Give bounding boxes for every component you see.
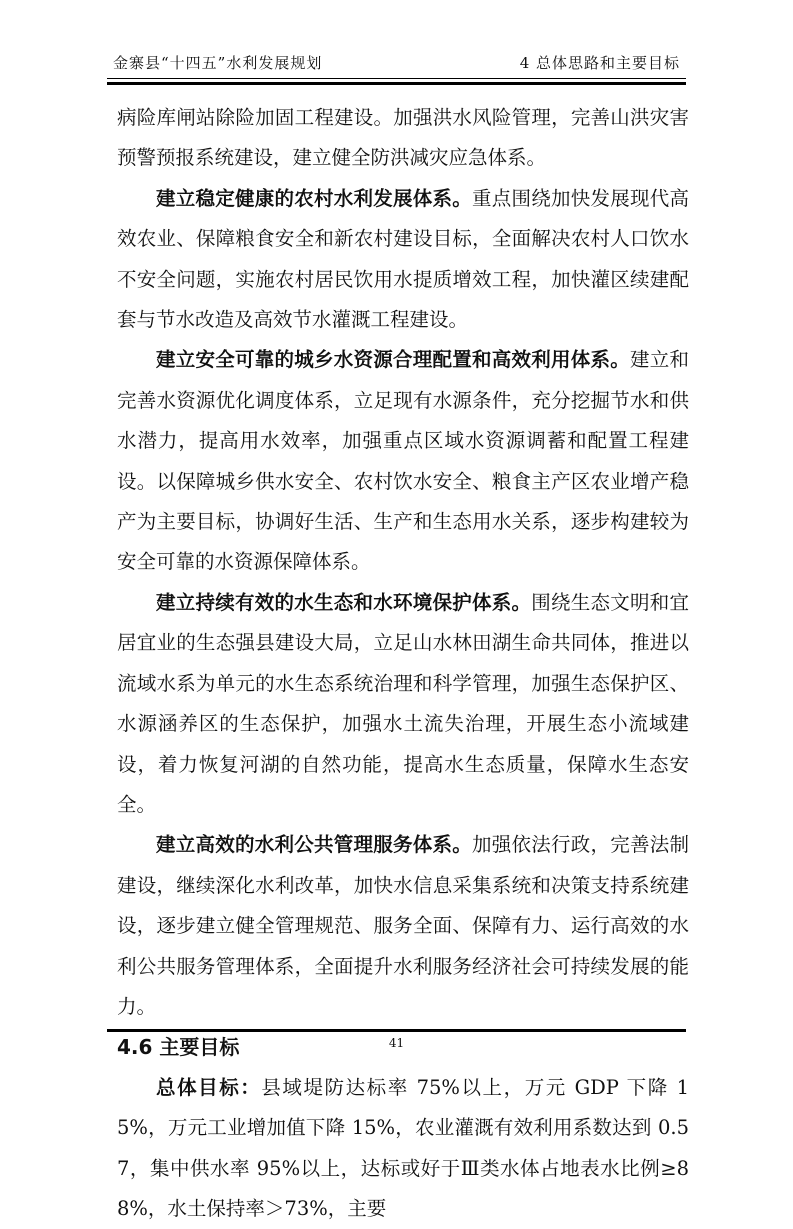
paragraph-water-ecology [117, 583, 689, 825]
section-heading: 4.6 主要目标 [117, 1035, 240, 1060]
paragraph-lead-bold: 建立持续有效的水生态和水环境保护体系。 [156, 590, 532, 614]
header-chapter-title: 4 总体思路和主要目标 [519, 54, 680, 72]
paragraph-lead-bold: 建立安全可靠的城乡水资源合理配置和高效利用体系。 [156, 348, 630, 372]
paragraph-continued: 病险库闸站除险加固工程建设。加强洪水风险管理，完善山洪灾害预警预报系统建设，建立健全防洪减灾应急体系。 [117, 106, 689, 170]
paragraph-lead-bold: 总体目标： [156, 1075, 262, 1099]
paragraph-rural-water [117, 179, 689, 341]
header-rule-thin [107, 78, 686, 79]
header-document-title: 金寨县“十四五”水利发展规划 [113, 54, 323, 72]
running-header [107, 48, 686, 78]
paragraph-text: 围绕生态文明和宜居宜业的生态强县建设大局，立足山水林田湖生命共同体，推进以流域水系为单元的水生态系统治理和科学管理，加强生态保护区、水源涵养区的生态保护，加强水土流失治理，开展生态小流域建设，着力恢复河湖的自然功能，提高水生态质量，保障水生态安全。 [117, 590, 689, 816]
paragraph-text: 重点围绕加快发展现代高效农业、保障粮食安全和新农村建设目标，全面解决农村人口饮水不安全问题，实施农村居民饮用水提质增效工程，加快灌区续建配套与节水改造及高效节水灌溉工程建设。 [117, 186, 689, 332]
paragraph-lead-bold: 建立稳定健康的农村水利发展体系。 [156, 186, 472, 210]
footer-rule [107, 1029, 686, 1032]
paragraph-overall-goals [117, 1068, 689, 1229]
paragraph-text: 建立和完善水资源优化调度体系，立足现有水源条件，充分挖掘节水和供水潜力，提高用水效率，加强重点区域水资源调蓄和配置工程建设。以保障城乡供水安全、农村饮水安全、粮食主产区农业增产稳产为主要目标，协调好生活、生产和生态用水关系，逐步构建较为安全可靠的水资源保障体系。 [117, 348, 689, 574]
paragraph-lead-bold: 建立高效的水利公共管理服务体系。 [156, 833, 472, 857]
paragraph-water-resources [117, 340, 689, 582]
header-rule-thick [107, 82, 686, 85]
paragraph-public-management [117, 825, 689, 1027]
paragraph-text: 加强依法行政，完善法制建设，继续深化水利改革，加快水信息采集系统和决策支持系统建设，逐步建立健全管理规范、服务全面、保障有力、运行高效的水利公共服务管理体系，全面提升水利服务经济社会可持续发展的能力。 [117, 833, 689, 1018]
page-number: 41 [388, 1036, 405, 1050]
paragraph-text: 县域堤防达标率 75%以上，万元 GDP 下降 15%，万元工业增加值下降 15%，农业灌溉有效利用系数达到 0.57，集中供水率 95%以上，达标或好于Ⅲ类水体占地表水比例≥88%，水土保持率＞73%，主要 [117, 1075, 689, 1220]
page-body [117, 98, 689, 1229]
